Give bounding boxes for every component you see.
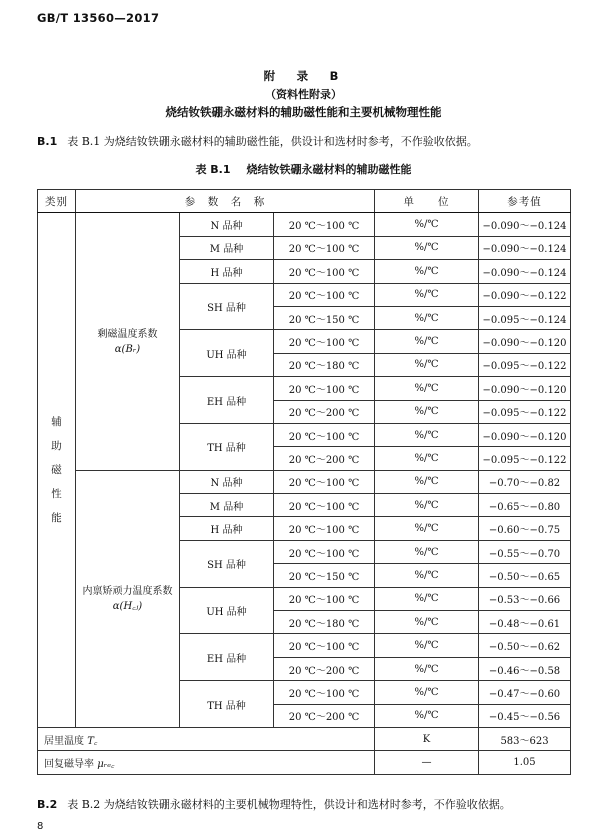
- unit-cell: %/℃: [375, 540, 479, 563]
- range-cell: 20 ℃～100 ℃: [274, 470, 375, 493]
- grade-cell: SH 品种: [180, 283, 274, 330]
- clause-b1: [37, 133, 478, 149]
- unit-cell: %/℃: [375, 564, 479, 587]
- grade-cell: TH 品种: [180, 423, 274, 470]
- value-cell: −0.50～−0.62: [479, 634, 571, 657]
- range-cell: 20 ℃～100 ℃: [274, 283, 375, 306]
- range-cell: 20 ℃～100 ℃: [274, 236, 375, 259]
- range-cell: 20 ℃～100 ℃: [274, 377, 375, 400]
- range-cell: 20 ℃～100 ℃: [274, 423, 375, 446]
- unit-cell: %/℃: [375, 657, 479, 680]
- recoil-symbol: μᵣₑ꜀: [97, 759, 115, 771]
- grade-cell: EH 品种: [180, 634, 274, 681]
- annex-type: （资料性附录）: [265, 88, 342, 101]
- value-cell: −0.090～−0.122: [479, 283, 571, 306]
- clause-b1-number: B.1: [37, 135, 58, 148]
- clause-b2-text: 表 B.2 为烧结钕铁硼永磁材料的主要机械物理特性，供设计和选材时参考，不作验收依据。: [67, 798, 511, 811]
- grade-cell: N 品种: [180, 213, 274, 236]
- value-cell: −0.65～−0.80: [479, 494, 571, 517]
- curie-label-cell: [38, 727, 375, 750]
- group-coercivity-label: 内禀矫顽力温度系数: [82, 585, 173, 597]
- curie-label: 居里温度: [44, 735, 88, 747]
- unit-cell: %/℃: [375, 611, 479, 634]
- unit-cell: %/℃: [375, 423, 479, 446]
- range-cell: 20 ℃～100 ℃: [274, 681, 375, 704]
- unit-cell: %/℃: [375, 470, 479, 493]
- property-table: [37, 189, 571, 775]
- unit-cell: %/℃: [375, 634, 479, 657]
- range-cell: 20 ℃～100 ℃: [274, 517, 375, 540]
- range-cell: 20 ℃～180 ℃: [274, 611, 375, 634]
- range-cell: 20 ℃～100 ℃: [274, 634, 375, 657]
- value-cell: −0.45～−0.56: [479, 704, 571, 727]
- grade-cell: H 品种: [180, 517, 274, 540]
- unit-cell: %/℃: [375, 447, 479, 470]
- annex-title: 附 录 B: [263, 69, 344, 83]
- table-caption-title: 烧结钕铁硼永磁材料的辅助磁性能: [246, 163, 412, 176]
- unit-cell: %/℃: [375, 494, 479, 517]
- curie-symbol: T꜀: [87, 735, 98, 747]
- unit-cell: %/℃: [375, 517, 479, 540]
- unit-cell: %/℃: [375, 330, 479, 353]
- range-cell: 20 ℃～150 ℃: [274, 306, 375, 329]
- recoil-label: 回复磁导率: [44, 759, 98, 771]
- range-cell: 20 ℃～180 ℃: [274, 353, 375, 376]
- value-cell: −0.090～−0.124: [479, 260, 571, 283]
- value-cell: −0.090～−0.120: [479, 330, 571, 353]
- value-cell: 1.05: [479, 751, 571, 774]
- range-cell: 20 ℃～200 ℃: [274, 400, 375, 423]
- group-remanence: [76, 213, 180, 470]
- value-cell: −0.090～−0.120: [479, 423, 571, 446]
- clause-b2: [37, 796, 511, 812]
- grade-cell: N 品种: [180, 470, 274, 493]
- header-unit: 单 位: [375, 190, 479, 213]
- value-cell: −0.090～−0.120: [479, 377, 571, 400]
- category-cell: [38, 213, 76, 728]
- table-row: [38, 470, 571, 493]
- grade-cell: UH 品种: [180, 587, 274, 634]
- table-header-row: [38, 190, 571, 213]
- table-row-curie: [38, 727, 571, 750]
- unit-cell: %/℃: [375, 236, 479, 259]
- unit-cell: —: [375, 751, 479, 774]
- value-cell: −0.46～−0.58: [479, 657, 571, 680]
- unit-cell: %/℃: [375, 306, 479, 329]
- range-cell: 20 ℃～100 ℃: [274, 260, 375, 283]
- group-remanence-label: 剩磁温度系数: [97, 328, 158, 340]
- value-cell: −0.095～−0.124: [479, 306, 571, 329]
- unit-cell: %/℃: [375, 377, 479, 400]
- category-label: 辅助磁性能: [51, 416, 62, 525]
- group-coercivity-symbol: α(H꜀ⱼ): [112, 600, 143, 612]
- value-cell: −0.090～−0.124: [479, 236, 571, 259]
- unit-cell: %/℃: [375, 283, 479, 306]
- value-cell: −0.095～−0.122: [479, 400, 571, 423]
- grade-cell: M 品种: [180, 236, 274, 259]
- grade-cell: H 品种: [180, 260, 274, 283]
- range-cell: 20 ℃～200 ℃: [274, 657, 375, 680]
- range-cell: 20 ℃～100 ℃: [274, 540, 375, 563]
- value-cell: 583～623: [479, 727, 571, 750]
- range-cell: 20 ℃～100 ℃: [274, 587, 375, 610]
- table-caption-number: 表 B.1: [195, 163, 231, 176]
- recoil-label-cell: [38, 751, 375, 774]
- group-coercivity: [76, 470, 180, 727]
- table-row: [38, 213, 571, 236]
- grade-cell: TH 品种: [180, 681, 274, 728]
- value-cell: −0.090～−0.124: [479, 213, 571, 236]
- header-category: 类别: [38, 190, 76, 213]
- table-caption: [0, 161, 607, 177]
- range-cell: 20 ℃～200 ℃: [274, 704, 375, 727]
- range-cell: 20 ℃～100 ℃: [274, 330, 375, 353]
- unit-cell: %/℃: [375, 681, 479, 704]
- range-cell: 20 ℃～100 ℃: [274, 494, 375, 517]
- unit-cell: K: [375, 727, 479, 750]
- value-cell: −0.70～−0.82: [479, 470, 571, 493]
- unit-cell: %/℃: [375, 353, 479, 376]
- clause-b2-number: B.2: [37, 798, 58, 811]
- annex-heading: 烧结钕铁硼永磁材料的辅助磁性能和主要机械物理性能: [165, 105, 442, 119]
- unit-cell: %/℃: [375, 704, 479, 727]
- range-cell: 20 ℃～150 ℃: [274, 564, 375, 587]
- page-number: 8: [37, 821, 44, 832]
- value-cell: −0.55～−0.70: [479, 540, 571, 563]
- unit-cell: %/℃: [375, 213, 479, 236]
- standard-number: GB/T 13560—2017: [37, 11, 160, 25]
- value-cell: −0.50～−0.65: [479, 564, 571, 587]
- clause-b1-text: 表 B.1 为烧结钕铁硼永磁材料的辅助磁性能，供设计和选材时参考，不作验收依据。: [67, 135, 478, 148]
- value-cell: −0.53～−0.66: [479, 587, 571, 610]
- unit-cell: %/℃: [375, 260, 479, 283]
- header-parameter: 参 数 名 称: [76, 190, 375, 213]
- grade-cell: M 品种: [180, 494, 274, 517]
- grade-cell: SH 品种: [180, 540, 274, 587]
- value-cell: −0.095～−0.122: [479, 353, 571, 376]
- value-cell: −0.48～−0.61: [479, 611, 571, 634]
- value-cell: −0.60～−0.75: [479, 517, 571, 540]
- value-cell: −0.095～−0.122: [479, 447, 571, 470]
- range-cell: 20 ℃～200 ℃: [274, 447, 375, 470]
- grade-cell: UH 品种: [180, 330, 274, 377]
- unit-cell: %/℃: [375, 587, 479, 610]
- unit-cell: %/℃: [375, 400, 479, 423]
- range-cell: 20 ℃～100 ℃: [274, 213, 375, 236]
- header-reference: 参考值: [479, 190, 571, 213]
- table-row-recoil: [38, 751, 571, 774]
- grade-cell: EH 品种: [180, 377, 274, 424]
- group-remanence-symbol: α(Bᵣ): [114, 343, 141, 355]
- value-cell: −0.47～−0.60: [479, 681, 571, 704]
